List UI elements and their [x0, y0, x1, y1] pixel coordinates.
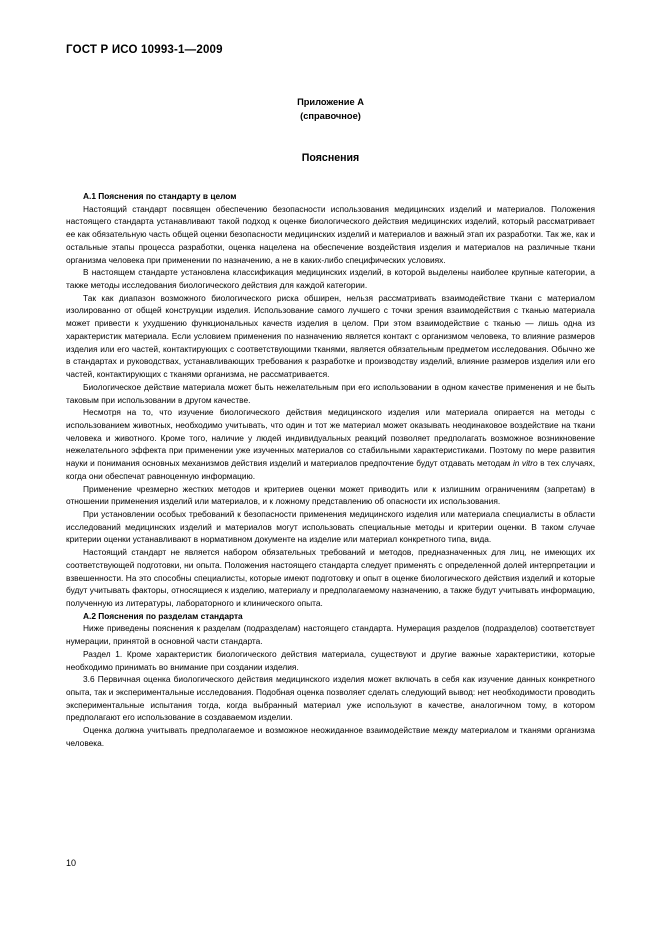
paragraph: Биологическое действие материала может быть нежелательным при его использовании в одном качестве применения и не быть таковым при использовании в другом качестве. [66, 381, 595, 405]
paragraph: Оценка должна учитывать предполагаемое и возможное неожиданное взаимодействие между материалом и тканями организма человека. [66, 725, 595, 748]
paragraph: Так как диапазон возможного биологического риска обширен, нельзя рассматривать взаимодействие ткани с материалом изолированно от общей конструкции изделия. Использование самого лучшего с точки зрения взаимодействия с тканью материала может привести к ухудшению функциональных качеств изделия в целом. При этом взаимодействие с тканью — лишь одна из характеристик материала. Если условием применения по назначению является контакт с организмом человека, то влияние размеров изделия или его частей, контактирующих с соответствующими тканями, является обязательным предметом исследования. Обычно же в стандартах и руководствах, устанавливающих требования к разработке и производству изделий, влияние размеров изделия или его частей, контактирующих с тканями организма, не рассматривается. [66, 292, 595, 380]
paragraph: Раздел 1. Кроме характеристик биологического действия материала, существуют и другие важные характеристики, которые необходимо принимать во внимание при создании изделия. [66, 648, 595, 672]
annex-subtitle: (справочное) [300, 111, 361, 122]
body-content [66, 190, 595, 750]
subsection-heading-a2: А.2 Пояснения по разделам стандарта [83, 610, 243, 621]
annex-title: Приложение А [297, 97, 364, 107]
annex-heading [0, 95, 661, 124]
paragraph: Несмотря на то, что изучение биологического действия медицинского изделия или материала опирается на методы с использованием животных, необходимо учитывать, что один и тот же материал может оказывать неодинаковое воздействие на ткани человека и животного. Кроме того, наличие у людей индивидуальных реакций позволяет предполагать возможное возникновение нежелательного эффекта при применении уже изученных материалов со стабильными характеристиками. Поэтому по мере развития науки и понимания основных механизмов действия изделий и материалов предпочтение будут отдавать методам in vitro в тех случаях, когда они обеспечат равноценную информацию. [66, 407, 596, 481]
paragraph: Настоящий стандарт не является набором обязательных требований и методов, предназначенных для лиц, не имеющих их соответствующей подготовки, ни опыта. Положения настоящего стандарта следует применять с определенной долей интерпретации и взвешенности. На это способны специалисты, которые имеют подготовку и опыт в оценке биологического действия изделий и которые будут учитывать факторы, относящиеся к изделию, материалу и предполагаемому назначению, а также будут учитывать информацию, полученную из литературы, лабораторного и клинического опыта. [66, 547, 595, 608]
subsection-heading-a1: А.1 Пояснения по стандарту в целом [83, 191, 237, 201]
paragraph: Применение чрезмерно жестких методов и критериев оценки может приводить или к излишним ограничениям (запретам) в отношении применения изделий или материалов, и к ложному представлению об опасности их использования. [66, 483, 595, 507]
paragraph: В настоящем стандарте установлена классификация медицинских изделий, в которой выделены наиболее крупные категории, а также методы исследования биологического действия для каждой категории. [66, 267, 595, 291]
paragraph: Ниже приведены пояснения к разделам (подразделам) настоящего стандарта. Нумерация разделов (подразделов) соответствует нумерации, принятой в основной части стандарта. [66, 623, 595, 647]
latin-term: in vitro [512, 458, 538, 469]
paragraph: 3.6 Первичная оценка биологического действия медицинского изделия может включать в себя как изучение данных конкретного опыта, так и экспериментальные исследования. Подобная оценка позволяет сделать следующий вывод: нет необходимости проводить экспериментальные испытания тогда, когда выбранный материал уже используют в качестве, аналогичном тому, в котором предполагают его использование в создаваемом изделии. [66, 674, 595, 723]
page-title: Пояснения [301, 152, 360, 164]
page-header-standard-id: ГОСТ Р ИСО 10993-1—2009 [66, 44, 223, 56]
paragraph: При установлении особых требований к безопасности применения медицинского изделия или материала специалисты в области исследований медицинских изделий и материалов могут использовать специальные методы и критерии оценки. В таком случае критерии оценки устанавливают в нормативном документе на изделие или материал конкретного типа, вида. [66, 508, 595, 545]
paragraph: Настоящий стандарт посвящен обеспечению безопасности использования медицинских изделий и материалов. Положения настоящего стандарта устанавливают такой подход к оценке биологического действия медицинских изделий, который рассматривает ее как обязательную часть общей оценки безопасности медицинских изделий и материалов и важный этап их разработки. Так же, как и остальные этапы процесса разработки, оценка нацелена на обеспечение воздействия изделия и материалов на различные ткани организма человека при применении по назначению, а не в каких-либо специфических условиях. [66, 203, 595, 265]
page-number: 10 [66, 858, 77, 868]
